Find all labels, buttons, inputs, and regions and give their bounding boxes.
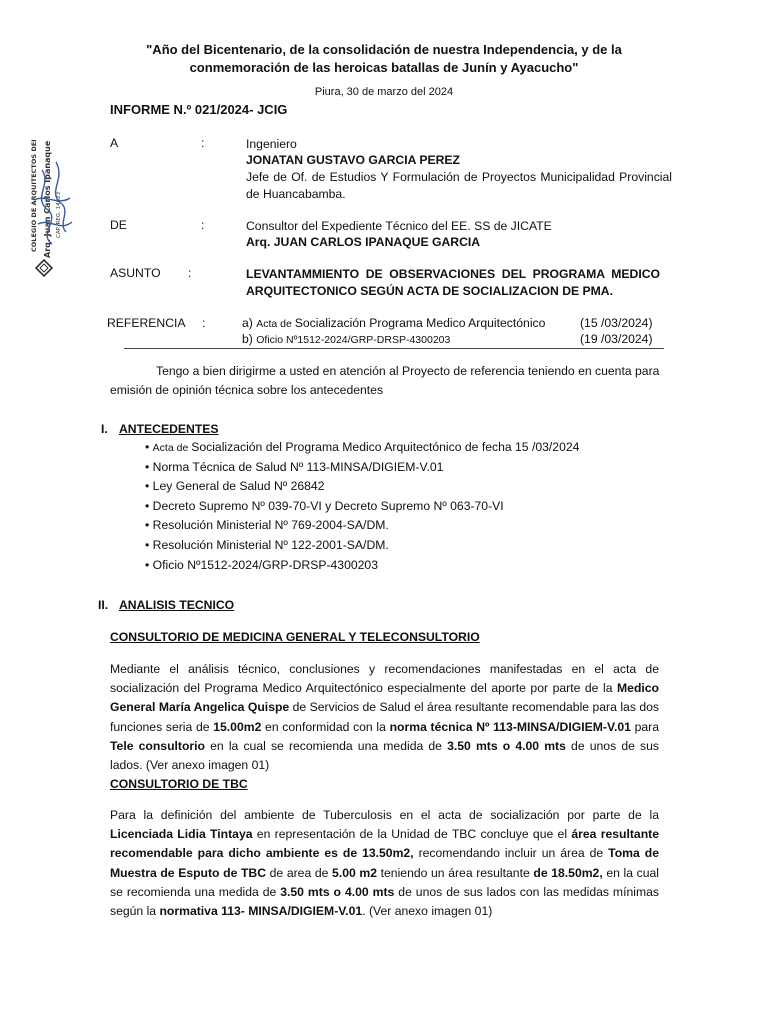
p1-bold: Tele consultorio bbox=[110, 738, 205, 753]
p1-text: para bbox=[630, 719, 659, 734]
memo-a-name: JONATAN GUSTAVO GARCIA PEREZ bbox=[246, 153, 460, 167]
memo-de-role: Consultor del Expediente Técnico del EE. SS de JICATE bbox=[246, 219, 552, 233]
list-item bbox=[145, 497, 579, 517]
informe-number: INFORME N.º 021/2024- JCIG bbox=[110, 102, 288, 117]
stamp-line-3: CAP. REG. 14623 bbox=[56, 191, 62, 238]
p2-text: en representación de la Unidad de TBC concluye que el bbox=[252, 827, 572, 842]
header-divider bbox=[124, 348, 664, 349]
item-text: Decreto Supremo Nº 039-70-VI y Decreto Supremo Nº 063-70-VI bbox=[152, 498, 504, 513]
list-item bbox=[145, 438, 579, 458]
antecedentes-list bbox=[145, 438, 579, 575]
stamp-seal-icon bbox=[36, 260, 52, 276]
item-text: Resolución Ministerial Nº 769-2004-SA/DM. bbox=[152, 518, 389, 533]
bullet-icon: • bbox=[145, 557, 150, 572]
memo-de-colon: : bbox=[201, 218, 205, 232]
memo-de-label: DE bbox=[110, 218, 127, 232]
subsection-medicina-general: CONSULTORIO DE MEDICINA GENERAL Y TELECONSULTORIO bbox=[110, 630, 480, 644]
p1-text: de Servicios de Salud el área resultante recomendable para las dos funciones seria de bbox=[110, 700, 659, 734]
architect-stamp bbox=[12, 140, 88, 296]
item-text: Norma Técnica de Salud Nº 113-MINSA/DIGIEM-V.01 bbox=[152, 459, 444, 474]
memo-asunto-label: ASUNTO bbox=[110, 266, 161, 280]
memo-de-name: Arq. JUAN CARLOS IPANAQUE GARCIA bbox=[246, 235, 481, 249]
memo-asunto-colon: : bbox=[188, 266, 192, 280]
p1-text: en la cual se recomienda una medida de bbox=[204, 738, 448, 753]
section-2-number: II. bbox=[98, 598, 109, 612]
memo-a-role: Jefe de Of. de Estudios Y Formulación de Proyectos Municipalidad Provincial de Huancabamba. bbox=[246, 170, 672, 201]
p2-bold: de 18.50m2, bbox=[533, 865, 603, 880]
p2-text: de area de bbox=[266, 865, 333, 880]
section-2-title: ANALISIS TECNICO bbox=[119, 598, 235, 612]
p1-text: en conformidad con la bbox=[261, 719, 390, 734]
intro-paragraph: Tengo a bien dirigirme a usted en atención al Proyecto de referencia teniendo en cuenta para emisión de opinión técnica sobre los antecedentes bbox=[110, 364, 660, 398]
p2-text: teniendo un área resultante bbox=[377, 865, 534, 880]
subsection-tbc: CONSULTORIO DE TBC bbox=[110, 777, 248, 791]
p2-bold: 3.50 mts o 4.00 mts bbox=[280, 884, 395, 899]
memo-ref-b-date: (19 /03/2024) bbox=[580, 332, 653, 346]
memo-a-title: Ingeniero bbox=[246, 137, 297, 151]
section-1-title: ANTECEDENTES bbox=[119, 422, 219, 436]
list-item bbox=[145, 477, 579, 497]
bullet-icon: • bbox=[145, 459, 150, 474]
p1-bold: 3.50 mts o 4.00 mts bbox=[447, 738, 566, 753]
item-text: Resolución Ministerial Nº 122-2001-SA/DM. bbox=[152, 537, 389, 552]
item-text: Socialización del Programa Medico Arquitectónico de fecha 15 /03/2024 bbox=[191, 440, 580, 454]
p2-bold: Toma de Muestra de Esputo de TBC bbox=[110, 846, 659, 880]
p2-text: recomendando incluir un área de bbox=[413, 846, 609, 861]
document-motto: "Año del Bicentenario, de la consolidación de nuestra Independencia, y de la conmemoración de las heroicas batallas de Junín y Ayacucho" bbox=[146, 42, 622, 75]
bullet-icon: • bbox=[145, 518, 150, 533]
document-date: Piura, 30 de marzo del 2024 bbox=[314, 86, 454, 98]
item-small: Acta de bbox=[152, 442, 192, 454]
list-item bbox=[145, 458, 579, 478]
paragraph-medicina-general bbox=[110, 660, 659, 775]
memo-a-colon: : bbox=[201, 136, 205, 150]
p2-bold: normativa 113- MINSA/DIGIEM-V.01 bbox=[159, 904, 363, 919]
p2-bold: área resultante recomendable para dicho ambiente es de 13.50m2, bbox=[110, 827, 659, 861]
memo-ref-a bbox=[242, 316, 545, 330]
p2-text: en la cual se recomienda una medida de bbox=[110, 865, 660, 899]
bullet-icon: • bbox=[145, 440, 150, 454]
p1-text: de unos de sus lados. (Ver anexo imagen 01) bbox=[110, 738, 659, 773]
ref-b-prefix: b) bbox=[242, 332, 257, 346]
list-item bbox=[145, 556, 579, 576]
ref-b-small: Oficio Nº1512-2024/GRP-DRSP-4300203 bbox=[256, 334, 451, 346]
p2-text: Para la definición del ambiente de Tuberculosis en el acta de socialización por parte de la bbox=[110, 808, 659, 822]
memo-a-label: A bbox=[110, 136, 119, 150]
p1-text: Mediante el análisis técnico, conclusiones y recomendaciones manifestadas en el acta de socialización del Programa Medico Arquitectónico especialmente del aporte por parte de la bbox=[110, 662, 659, 696]
bullet-icon: • bbox=[145, 498, 150, 513]
p1-bold: 15.00m2 bbox=[213, 719, 262, 734]
memo-ref-b bbox=[242, 332, 450, 346]
p2-text: . (Ver anexo imagen 01) bbox=[362, 904, 493, 919]
ref-a-small: Acta de bbox=[256, 318, 295, 330]
p2-bold: Licenciada Lidia Tintaya bbox=[110, 827, 253, 842]
list-item bbox=[145, 516, 579, 536]
ref-a-text: Socialización Programa Medico Arquitectónico bbox=[294, 316, 546, 330]
p1-bold: norma técnica Nº 113-MINSA/DIGIEM-V.01 bbox=[389, 719, 631, 734]
stamp-line-1: COLEGIO DE ARQUITECTOS DEL PERÚ bbox=[30, 140, 38, 252]
stamp-line-2: Arq. Juan Carlos Ipanaque García bbox=[43, 140, 52, 258]
memo-ref-a-date: (15 /03/2024) bbox=[580, 316, 653, 330]
signature-icon bbox=[34, 162, 72, 244]
item-text: Ley General de Salud Nº 26842 bbox=[152, 479, 325, 494]
ref-a-prefix: a) bbox=[242, 316, 257, 330]
item-text: Oficio Nº1512-2024/GRP-DRSP-4300203 bbox=[152, 557, 378, 572]
p1-bold: Medico General María Angelica Quispe bbox=[110, 681, 659, 715]
bullet-icon: • bbox=[145, 479, 150, 494]
memo-ref-colon: : bbox=[202, 316, 206, 330]
list-item bbox=[145, 536, 579, 556]
memo-ref-label: REFERENCIA bbox=[107, 316, 186, 330]
bullet-icon: • bbox=[145, 537, 150, 552]
paragraph-tbc bbox=[110, 806, 659, 921]
p2-bold: 5.00 m2 bbox=[332, 865, 378, 880]
p2-text: de unos de sus lados con las medidas mínimas según la bbox=[110, 884, 659, 919]
section-1-number: I. bbox=[101, 422, 108, 436]
memo-asunto-text: LEVANTAMMIENTO DE OBSERVACIONES DEL PROGRAMA MEDICO ARQUITECTONICO SEGÚN ACTA DE SOCIALIZACION DE PMA. bbox=[246, 267, 660, 298]
